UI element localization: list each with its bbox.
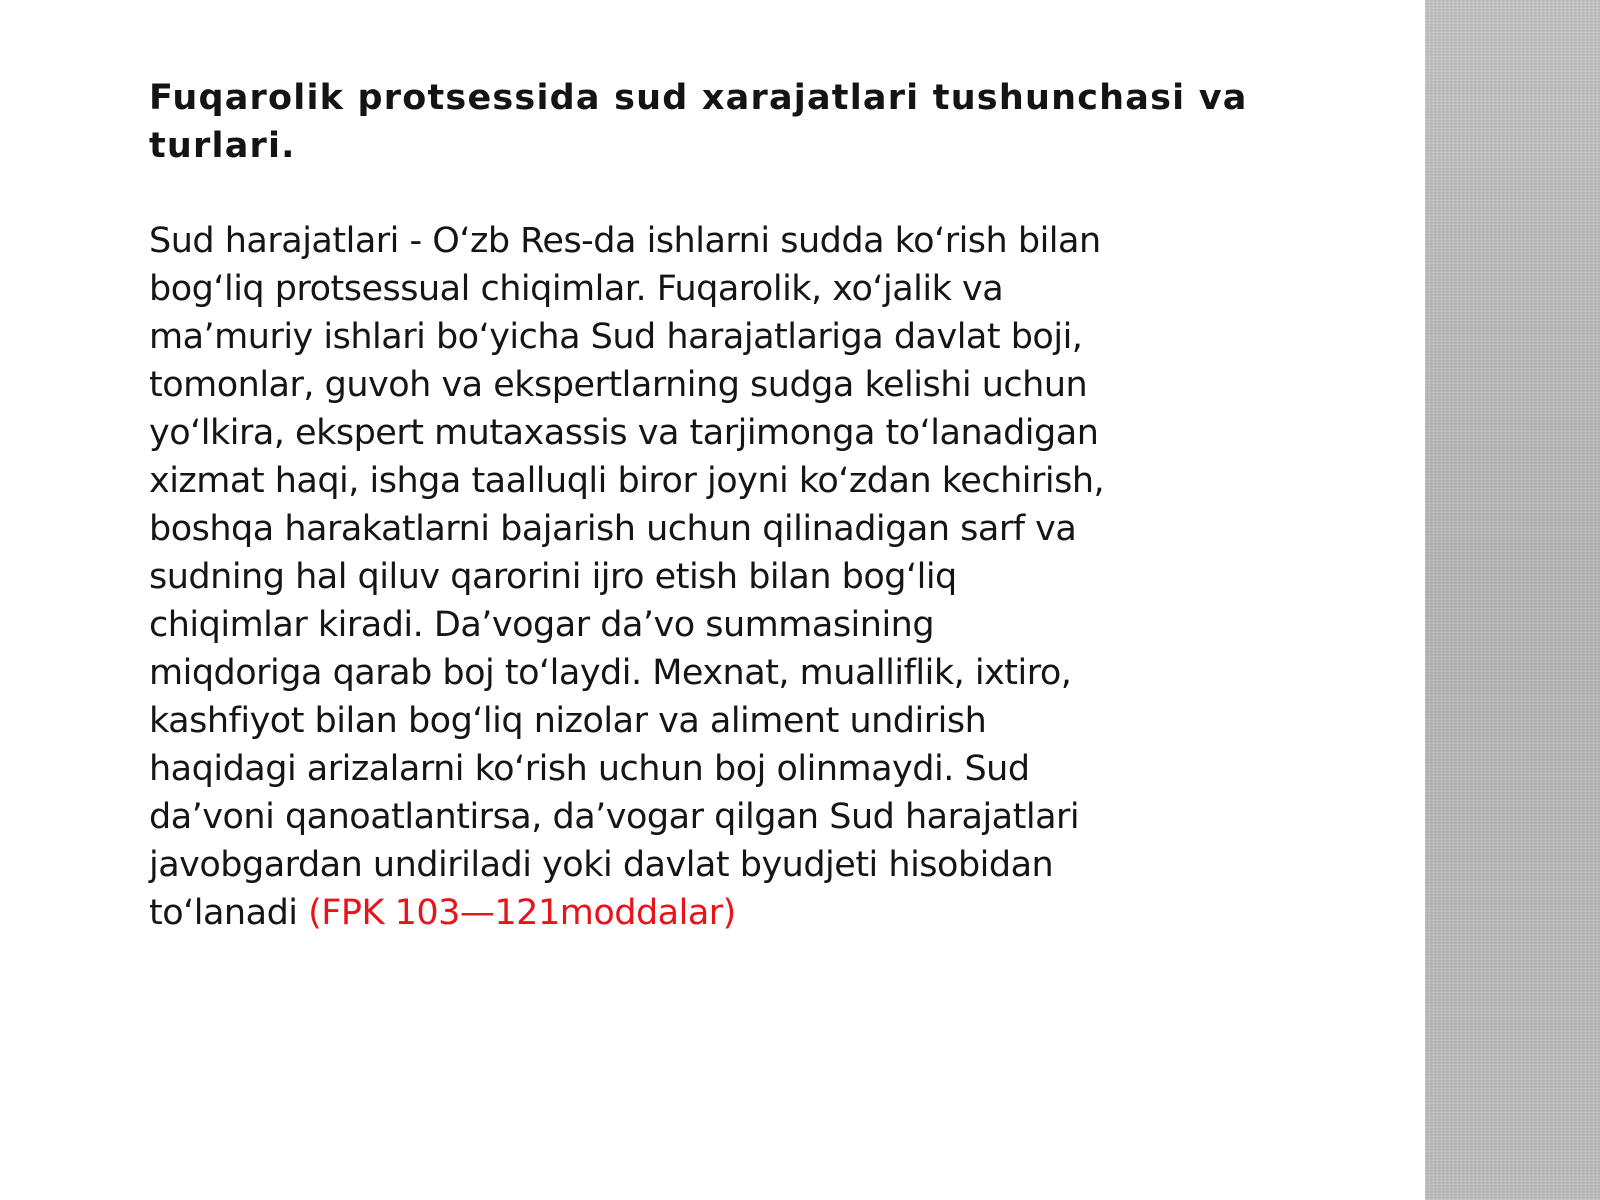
last-line-text: to‘lanadi bbox=[149, 893, 309, 933]
decorative-side-panel bbox=[1425, 0, 1600, 1200]
body-line: kashfiyot bilan bog‘liq nizolar va aliment undirish bbox=[149, 701, 987, 741]
law-reference: (FPK 103—121moddalar) bbox=[308, 893, 736, 933]
body-line: da’voni qanoatlantirsa, da’vogar qilgan Sud harajatlari bbox=[149, 797, 1080, 837]
body-line: boshqa harakatlarni bajarish uchun qilinadigan sarf va bbox=[149, 509, 1077, 549]
slide-title: Fuqarolik protsessida sud xarajatlari tushunchasi va turlari. bbox=[149, 78, 1248, 166]
body-line: chiqimlar kiradi. Da’vogar da’vo summasining bbox=[149, 605, 935, 645]
slide-body bbox=[149, 217, 1259, 937]
body-last-line bbox=[149, 889, 1259, 937]
body-line: Sud harajatlari - O‘zb Res-da ishlarni sudda ko‘rish bilan bbox=[149, 221, 1101, 261]
body-line: sudning hal qiluv qarorini ijro etish bilan bog‘liq bbox=[149, 557, 957, 597]
body-line: haqidagi arizalarni ko‘rish uchun boj olinmaydi. Sud bbox=[149, 749, 1030, 789]
body-line: xizmat haqi, ishga taalluqli biror joyni ko‘zdan kechirish, bbox=[149, 461, 1105, 501]
body-line: javobgardan undiriladi yoki davlat byudjeti hisobidan bbox=[149, 845, 1054, 885]
body-line: ma’muriy ishlari bo‘yicha Sud harajatlariga davlat boji, bbox=[149, 317, 1083, 357]
body-line: tomonlar, guvoh va ekspertlarning sudga kelishi uchun bbox=[149, 365, 1088, 405]
body-line: bog‘liq protsessual chiqimlar. Fuqarolik, xo‘jalik va bbox=[149, 269, 1004, 309]
body-line: miqdoriga qarab boj to‘laydi. Mexnat, mualliflik, ixtiro, bbox=[149, 653, 1072, 693]
body-line: yo‘lkira, ekspert mutaxassis va tarjimonga to‘lanadigan bbox=[149, 413, 1099, 453]
